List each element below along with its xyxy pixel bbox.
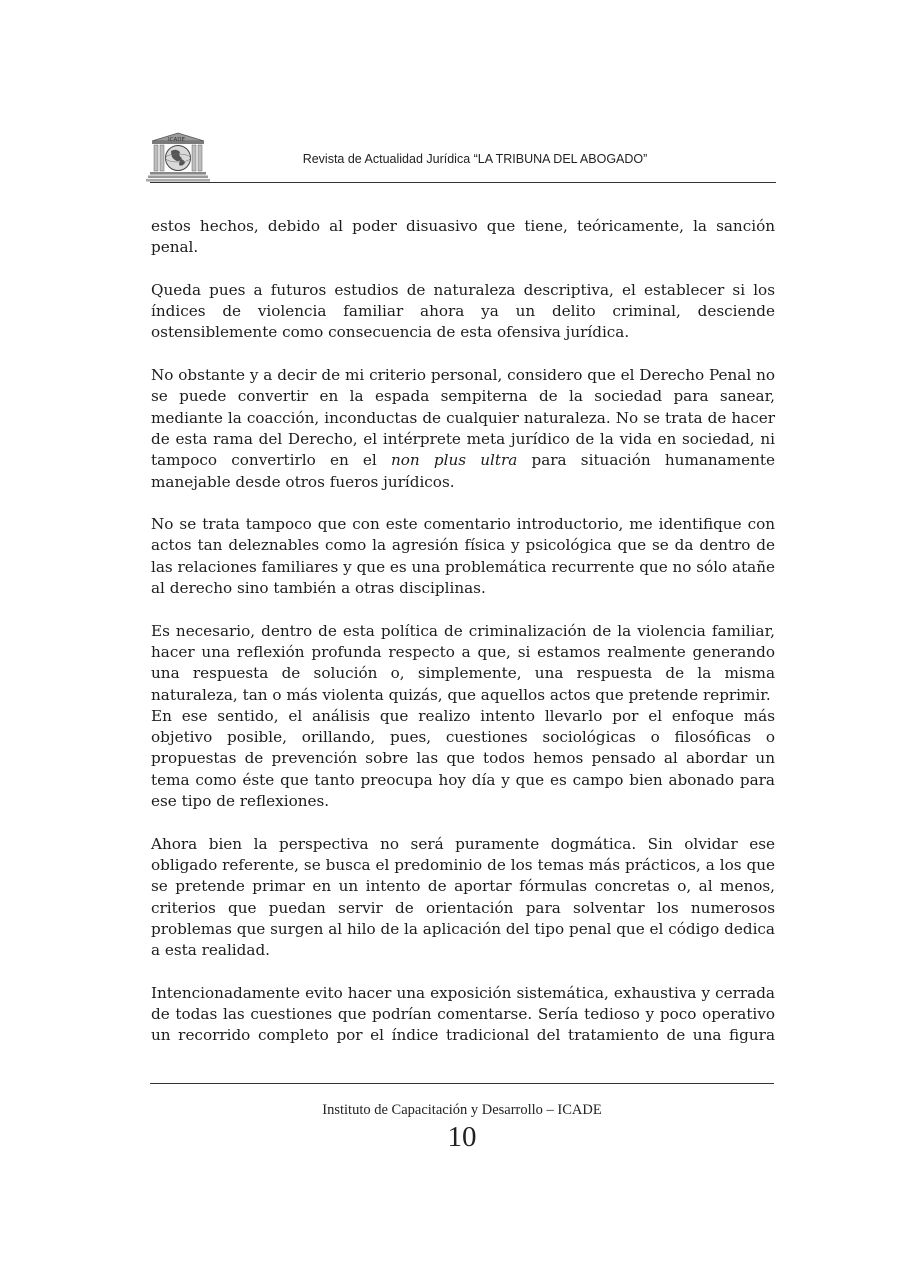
paragraph-7: Ahora bien la perspectiva no será puramente dogmática. Sin olvidar ese obligado referente, se busca el predominio de los temas más prácticos, a los que se pretende primar en un intento de aportar fórmulas concretas o, al menos, criterios que puedan servir de orientación para solventar los numerosos problemas que surgen al hilo de la aplicación del tipo penal que el código dedica a esta realidad. (151, 834, 775, 960)
logo-text: ICADE (168, 137, 185, 143)
paragraph-5: Es necesario, dentro de esta política de criminalización de la violencia familiar, hacer una reflexión profunda respecto a que, si estamos realmente generando una respuesta de solución o, simplemente, una respuesta de la misma naturaleza, tan o más violenta quizás, que aquellos actos que pretende reprimir. (151, 621, 775, 704)
paragraph-1: estos hechos, debido al poder disuasivo que tiene, teóricamente, la sanción penal. (151, 217, 775, 257)
paragraph-6: En ese sentido, el análisis que realizo intento llevarlo por el enfoque más objetivo posible, orillando, pues, cuestiones sociológicas o filosóficas o propuestas de prevención sobre las que todos hemos pensado al abordar un tema como éste que tanto preocupa hoy día y que es campo bien abonado para ese tipo de reflexiones. (151, 706, 775, 811)
header-divider (150, 182, 776, 183)
article-body (151, 216, 775, 1047)
paragraph-4: No se trata tampoco que con este comentario introductorio, me identifique con actos tan deleznables como la agresión física y psicológica que se da dentro de las relaciones familiares y que es una problemática recurrente que no sólo atañe al derecho sino también a otras disciplinas. (151, 515, 776, 598)
page-number: 10 (447, 1121, 477, 1153)
paragraph-8: Intencionadamente evito hacer una exposición sistemática, exhaustiva y cerrada de todas las cuestiones que podrían comentarse. Sería tedioso y poco operativo un recorrido completo por el índice tradicional del tratamiento de una figura (151, 983, 775, 1045)
footer-divider (150, 1083, 774, 1084)
footer-institution: Instituto de Capacitación y Desarrollo – ICADE (322, 1102, 602, 1118)
paragraph-3 (151, 365, 775, 493)
paragraph-2: Queda pues a futuros estudios de naturaleza descriptiva, el establecer si los índices de violencia familiar ahora ya un delito criminal, desciende ostensiblemente como consecuencia de esta ofensiva jurídica. (151, 280, 775, 342)
paragraph-3-text-b: para situación humanamente manejable desde otros fueros jurídicos. (151, 451, 776, 491)
paragraph-3-text-a: No obstante y a decir de mi criterio personal, considero que el Derecho Penal no se puede convertir en la espada sempiterna de la sociedad para sanear, mediante la coacción, inconductas de cualquier naturaleza. No se trata de hacer de esta rama del Derecho, el intérprete meta jurídico de la vida en sociedad, ni tampoco convertirlo en el (151, 366, 775, 470)
journal-title: Revista de Actualidad Jurídica “LA TRIBUNA DEL ABOGADO” (302, 152, 648, 166)
latin-phrase: non plus ultra (390, 451, 518, 470)
